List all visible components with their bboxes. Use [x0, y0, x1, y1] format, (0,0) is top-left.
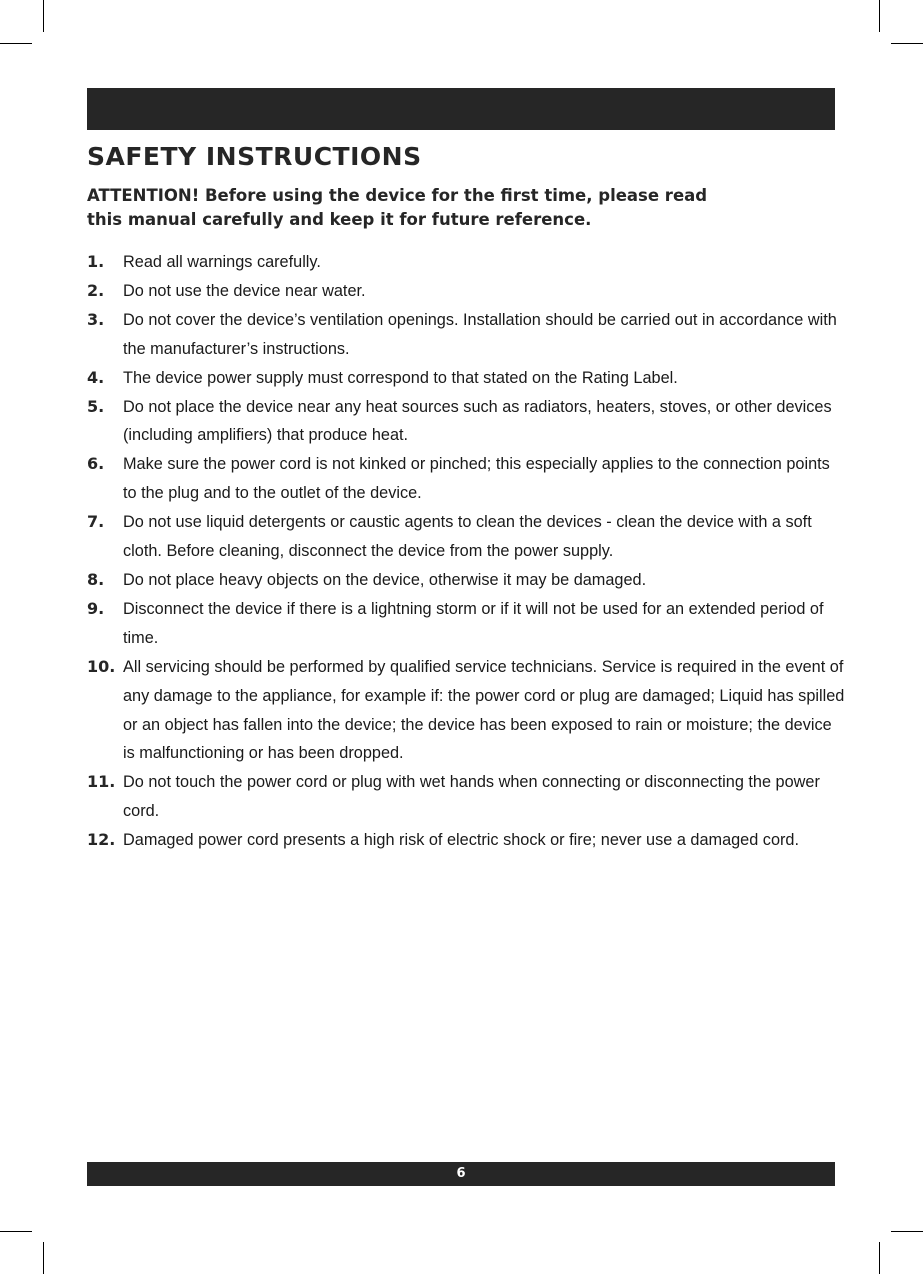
item-number: 7.: [87, 512, 105, 532]
crop-mark: [879, 1242, 880, 1274]
attention-notice: [87, 184, 787, 232]
item-number: 12.: [87, 830, 116, 850]
crop-mark: [43, 0, 44, 32]
item-text: Do not use the device near water.: [123, 281, 366, 300]
list-item: [87, 566, 847, 595]
item-text: The device power supply must correspond to that stated on the Rating Label.: [123, 368, 678, 387]
item-text: All servicing should be performed by qualified service technicians. Service is required in the event of any damage to the appliance, for example if: the power cord or plug are damaged; Liquid has spilled or an object has fallen into the device; the device has been exposed to rain or moisture; the device is malfunctioning or has been dropped.: [123, 657, 845, 763]
item-text: Do not touch the power cord or plug with wet hands when connecting or disconnecting the power cord.: [123, 773, 820, 821]
list-item: [87, 450, 847, 508]
item-text: Damaged power cord presents a high risk of electric shock or fire; never use a damaged cord.: [123, 831, 800, 850]
item-number: 8.: [87, 569, 105, 589]
item-number: 11.: [87, 772, 116, 792]
item-number: 1.: [87, 252, 105, 271]
item-text: Do not use liquid detergents or caustic agents to clean the devices - clean the device with a soft cloth. Before cleaning, disconnect the device from the power supply.: [123, 513, 812, 561]
crop-mark: [43, 1242, 44, 1274]
list-item: [87, 653, 847, 769]
crop-mark: [0, 43, 32, 44]
item-text: Disconnect the device if there is a lightning storm or if it will not be used for an extended period of time.: [123, 599, 824, 647]
footer-bar: [87, 1162, 835, 1186]
item-number: 4.: [87, 367, 105, 387]
item-text: Do not place heavy objects on the device, otherwise it may be damaged.: [123, 570, 647, 589]
item-number: 5.: [87, 396, 105, 416]
attention-line: ATTENTION! Before using the device for the first time, please read: [87, 186, 708, 205]
item-text: Do not place the device near any heat sources such as radiators, heaters, stoves, or other devices (including amplifiers) that produce heat.: [123, 397, 832, 445]
item-number: 9.: [87, 598, 105, 618]
list-item: [87, 595, 847, 653]
item-text: Make sure the power cord is not kinked or pinched; this especially applies to the connection points to the plug and to the outlet of the device.: [123, 455, 830, 503]
item-number: 10.: [87, 656, 116, 676]
page-number: 6: [456, 1166, 466, 1181]
item-number: 3.: [87, 309, 105, 329]
list-item: [87, 768, 847, 826]
list-item: [87, 508, 847, 566]
list-item: [87, 393, 847, 451]
crop-mark: [0, 1231, 32, 1232]
page-title: SAFETY INSTRUCTIONS: [87, 142, 422, 171]
attention-line: this manual carefully and keep it for future reference.: [87, 210, 592, 229]
crop-mark: [891, 43, 923, 44]
list-item: [87, 364, 847, 393]
list-item: [87, 826, 847, 855]
instruction-list: [87, 248, 847, 855]
item-text: Read all warnings carefully.: [123, 253, 321, 271]
item-number: 2.: [87, 280, 105, 300]
crop-mark: [891, 1231, 923, 1232]
crop-mark: [879, 0, 880, 32]
header-bar: [87, 88, 835, 130]
item-text: Do not cover the device’s ventilation openings. Installation should be carried out in accordance with the manufacturer’s instructions.: [123, 310, 837, 358]
list-item: [87, 277, 847, 306]
list-item: [87, 306, 847, 364]
item-number: 6.: [87, 454, 105, 474]
list-item: [87, 248, 847, 277]
